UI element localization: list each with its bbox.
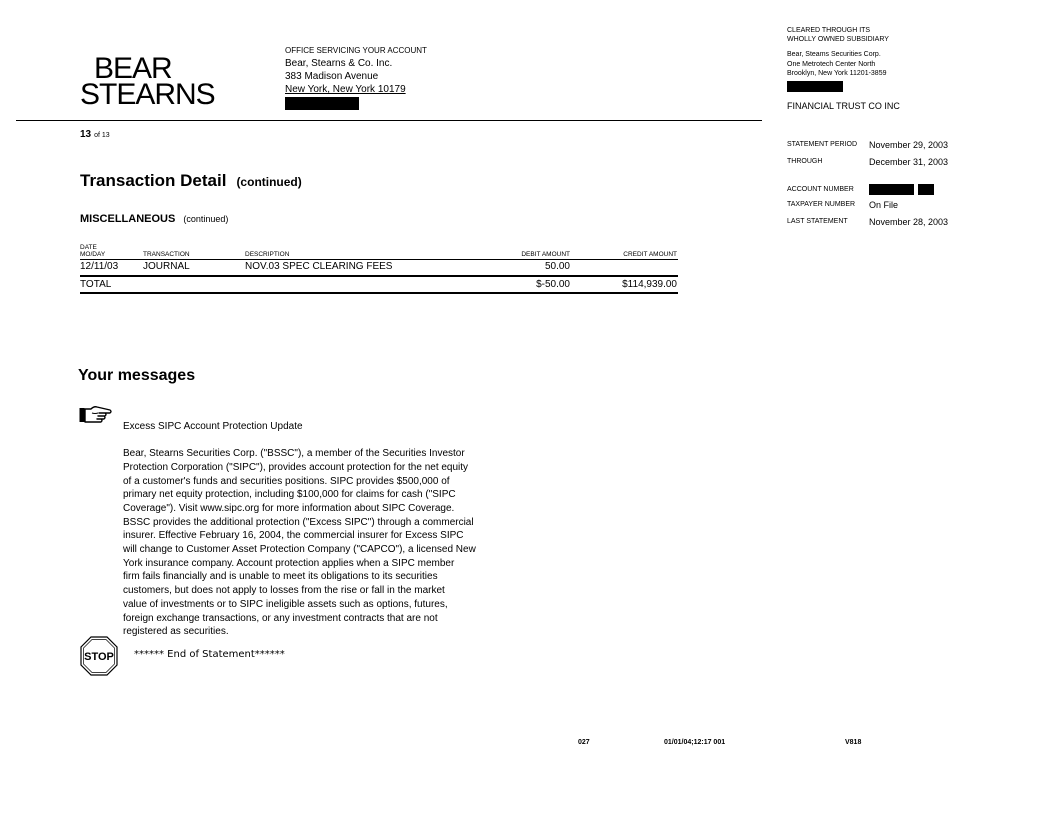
bear-stearns-logo <box>80 52 215 112</box>
clearing-city: Brooklyn, New York 11201-3859 <box>787 70 887 77</box>
section-title <box>80 171 302 191</box>
header-date-bottom: MO/DAY <box>80 251 106 258</box>
transaction-table <box>80 243 678 294</box>
logo-line-2: STEARNS <box>80 78 215 111</box>
header-credit: CREDIT AMOUNT <box>623 251 677 258</box>
last-statement-value: November 28, 2003 <box>869 216 949 227</box>
header-date-top: DATE <box>80 244 97 251</box>
header-date <box>80 244 105 258</box>
redaction-bar <box>869 184 914 195</box>
statement-info <box>787 136 948 230</box>
table-row <box>80 260 678 273</box>
subsection-title-cont: (continued) <box>183 214 229 224</box>
through-label: THROUGH <box>787 158 823 165</box>
logo-line-1: BEAR <box>94 52 172 85</box>
total-debit: $-50.00 <box>536 279 570 290</box>
statement-period-label: STATEMENT PERIOD <box>787 141 858 148</box>
office-street: 383 Madison Avenue <box>285 71 379 82</box>
footer-timestamp: 01/01/04;12:17 001 <box>664 739 726 746</box>
total-credit: $114,939.00 <box>622 279 677 290</box>
header-description: DESCRIPTION <box>245 251 290 258</box>
page-total: of 13 <box>94 132 110 139</box>
table-header <box>80 243 678 259</box>
client-name: FINANCIAL TRUST CO INC <box>787 101 900 111</box>
cleared-line-2: WHOLLY OWNED SUBSIDIARY <box>787 36 889 43</box>
message-content <box>123 406 523 653</box>
messages-title: Your messages <box>78 367 196 384</box>
header-transaction: TRANSACTION <box>143 251 190 258</box>
page-current: 13 <box>80 129 92 140</box>
subsection-title <box>80 213 228 225</box>
header-debit: DEBIT AMOUNT <box>521 251 570 258</box>
message-heading: Excess SIPC Account Protection Update <box>123 420 303 432</box>
header-divider <box>16 120 762 121</box>
message-body: Bear, Stearns Securities Corp. ("BSSC"), a member of the Securities Investor Protection Corporation ("SIPC"), provides account protection for the net equity of a customer's funds and securities positions. SIPC provides $500,000 of primary net equity protection, including $100,000 for claims for cash ("SIPC Coverage"). Visit www.sipc.org for more information about SIPC Coverage. BSSC provides the additional protection ("Excess SIPC") through a commercial insurer. Effective February 16, 2004, the commercial insurer for Excess SIPC will change to Customer Asset Protection Company ("CAPCO"), a licensed New York insurance company. Account protection applies when a SIPC member firm fails financially and is unable to meet its obligations to its securities customers, but does not apply to losses from the rise or fall in the market value of investments or to SIPC ineligible assets such as options, futures, foreign exchange transactions, or any investment contracts that are not registered as securities. <box>123 448 476 638</box>
office-name: Bear, Stearns & Co. Inc. <box>285 58 393 69</box>
through-value: December 31, 2003 <box>869 156 949 167</box>
account-number-label: ACCOUNT NUMBER <box>787 185 854 193</box>
stop-sign-label: STOP <box>84 651 114 663</box>
end-of-statement: ****** End of Statement****** <box>134 649 285 660</box>
redaction-bar <box>285 97 359 110</box>
footer-code-2: V818 <box>845 739 862 746</box>
subsection-title-text: MISCELLANEOUS <box>80 213 176 225</box>
footer-code-1: 027 <box>578 739 590 746</box>
page-number <box>80 129 110 140</box>
table-total-row <box>80 277 678 292</box>
taxpayer-number-value: On File <box>869 199 899 210</box>
row-debit: 50.00 <box>544 261 570 272</box>
clearing-block <box>787 26 889 95</box>
row-description: NOV.03 SPEC CLEARING FEES <box>245 261 393 272</box>
office-city: New York, New York 10179 <box>285 84 406 95</box>
clearing-name: Bear, Steams Securities Corp. <box>787 51 881 58</box>
stop-sign-icon <box>80 636 118 676</box>
office-address-block <box>285 44 427 114</box>
taxpayer-number-label: TAXPAYER NUMBER <box>787 201 856 208</box>
section-title-text: Transaction Detail <box>80 171 227 190</box>
redaction-bar <box>787 81 843 92</box>
row-date: 12/11/03 <box>80 261 119 272</box>
cleared-line-1: CLEARED THROUGH ITS <box>787 27 871 34</box>
statement-period-value: November 29, 2003 <box>869 139 949 150</box>
table-divider <box>80 292 678 294</box>
pointing-hand-icon <box>79 405 113 425</box>
last-statement-label: LAST STATEMENT <box>787 218 848 225</box>
office-header: OFFICE SERVICING YOUR ACCOUNT <box>285 46 427 55</box>
total-label: TOTAL <box>80 279 112 290</box>
clearing-street: One Metrotech Center North <box>787 60 876 68</box>
redaction-bar <box>918 184 934 195</box>
row-transaction: JOURNAL <box>143 261 190 272</box>
section-title-cont: (continued) <box>236 175 302 189</box>
